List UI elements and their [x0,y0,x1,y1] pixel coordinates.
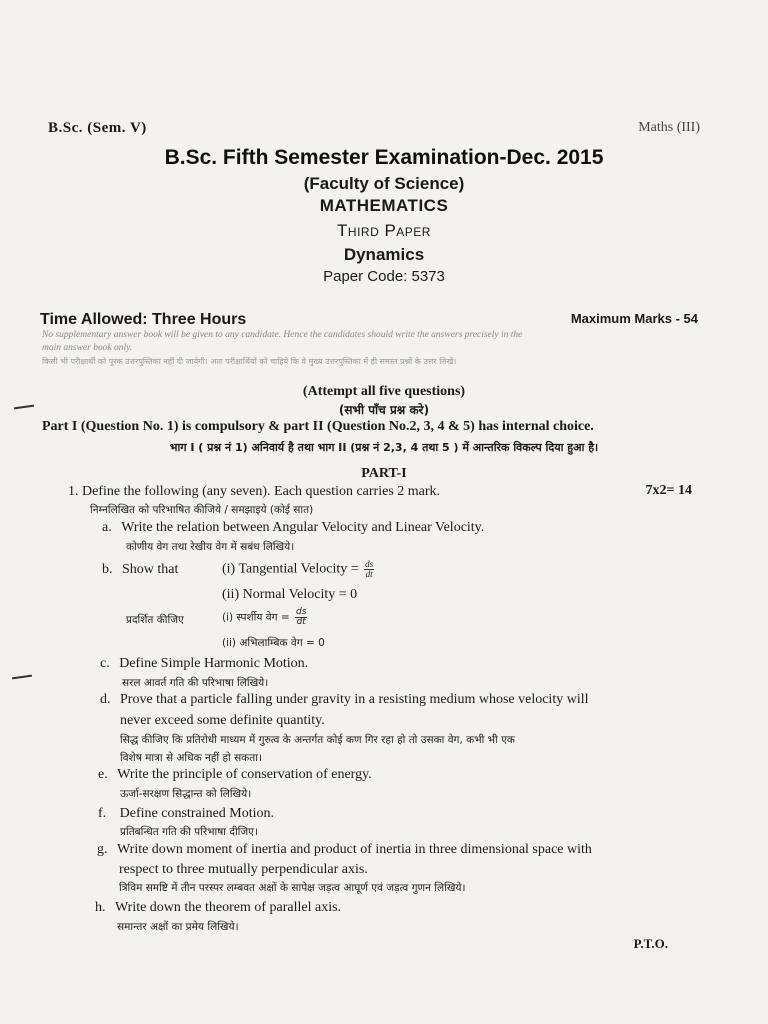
item-d-line2: never exceed some definite quantity. [120,713,325,728]
item-letter: g. [97,842,108,857]
item-letter: e. [98,767,108,782]
item-g-hindi: त्रिविम समष्टि में तीन परस्पर लम्बवत अक्षों के सापेक्ष जड़त्व आघूर्ण एवं जड़त्व गुणन लिखिये। [119,882,466,894]
item-d-hindi-line2: विशेष मात्रा से अधिक नहीं हो सकता। [120,752,262,764]
item-text: Write the principle of conservation of energy. [117,767,372,782]
subject-line: MATHEMATICS [319,196,449,215]
ds-dt-fraction-hindi: $\frac{ds}{dt}$ [296,607,307,627]
attempt-instruction-hindi: (सभी पाँच प्रश्न करे) [338,403,430,417]
item-letter: d. [100,692,111,707]
item-b-hindi: प्रदर्शित कीजिए [126,614,184,626]
note-english-2: main answer book only. [42,343,133,353]
course-label: B.Sc. (Sem. V) [48,120,147,136]
tangential-velocity-formula-hindi: (i) स्पर्शीय वेग = $\frac{ds}{dt}$ [222,607,307,627]
question-number: 1. [68,484,79,499]
item-a-hindi: कोणीय वेग तथा रेखीय वेग में सबंध लिखिये। [126,541,295,553]
item-h-hindi: समान्तर अक्षों का प्रमेय लिखिये। [117,921,239,933]
item-c-hindi: सरल आवर्त गति की परिभाषा लिखिये। [122,677,269,689]
note-english-1: No supplementary answer book will be given to any candidate. Hence the candidates should write the answers precisely in the [42,330,523,340]
question-marks: 7x2= 14 [645,483,692,498]
item-text: Define Simple Harmonic Motion. [119,656,309,671]
item-e-hindi: ऊर्जा-सरक्षण सिद्धान्त को लिखिये। [120,788,252,800]
tangential-velocity-formula: (i) Tangential Velocity = $\frac{ds}{dt}$ [222,559,374,579]
margin-mark [12,675,32,680]
question-text-hindi: निम्नलिखित को परिभाषित कीजिये / समझाइये (कोई सात) [90,504,314,516]
item-letter: c. [100,656,110,671]
question-text: Define the following (any seven). Each question carries 2 mark. [82,484,441,499]
note-hindi: किसी भी परीक्षार्थी को पूरक उत्तरपुस्तिका नहीं दी जायेगी। अतः परीक्षार्थियों को चाहिये कि वे मुख्य उत्तरपुस्तिका में ही समस्त प्रश्नों के उत्तर लिखें। [42,357,457,366]
item-c [100,656,308,672]
parts-instruction-hindi: भाग I ( प्रश्न नं 1) अनिवार्य है तथा भाग II (प्रश्न नं 2,3, 4 तथा 5 ) में आन्तरिक विकल्प दिया हुआ है। [169,441,599,454]
item-text: Write down the theorem of parallel axis. [115,900,342,915]
item-text: Prove that a particle falling under gravity in a resisting medium whose velocity will [120,692,589,707]
item-letter: b. [102,562,113,577]
item-f [98,806,274,822]
item-letter: h. [95,900,106,915]
question-1 [68,484,440,500]
paper-code: Paper Code: 5373 [323,268,445,285]
item-d-hindi: सिद्ध कीजिए कि प्रतिरोधी माध्यम में गुरुत्व के अन्तर्गत कोई कण गिर रहा हो तो उसका वेग, कभी भी एक [120,734,515,746]
faculty-line: (Faculty of Science) [303,174,465,193]
parts-instruction: Part I (Question No. 1) is compulsory & part II (Question No.2, 3, 4 & 5) has internal choice. [42,419,594,434]
item-text: Show that [122,562,179,577]
subject-tag: Maths (III) [638,120,700,135]
item-text: Write down moment of inertia and product of inertia in three dimensional space with [117,842,592,857]
item-d [100,692,589,708]
maximum-marks: Maximum Marks - 54 [570,311,698,326]
item-g-line2: respect to three mutually perpendicular axis. [119,862,368,877]
item-letter: a. [102,520,112,535]
item-g [97,842,592,858]
item-f-hindi: प्रतिबन्धित गति की परिभाषा दीजिए। [120,826,258,838]
item-h [95,900,341,916]
exam-title: B.Sc. Fifth Semester Examination-Dec. 2015 [164,146,604,169]
time-allowed: Time Allowed: Three Hours [40,311,247,328]
item-e [98,767,372,783]
paper-line: Third Paper [337,221,431,240]
normal-velocity-formula-hindi: (ii) अभिलाम्बिक वेग = 0 [222,637,325,649]
item-text: Define constrained Motion. [119,806,275,821]
item-text: Write the relation between Angular Velocity and Linear Velocity. [121,520,485,535]
ds-dt-fraction: $\frac{ds}{dt}$ [365,559,374,579]
pto-label: P.T.O. [633,936,668,951]
topic-line: Dynamics [343,245,425,264]
part-heading: PART-I [361,466,407,481]
item-letter: f. [98,806,107,821]
normal-velocity-formula: (ii) Normal Velocity = 0 [222,587,358,602]
item-b [102,562,178,578]
item-a [102,520,484,536]
attempt-instruction: (Attempt all five questions) [302,384,466,399]
